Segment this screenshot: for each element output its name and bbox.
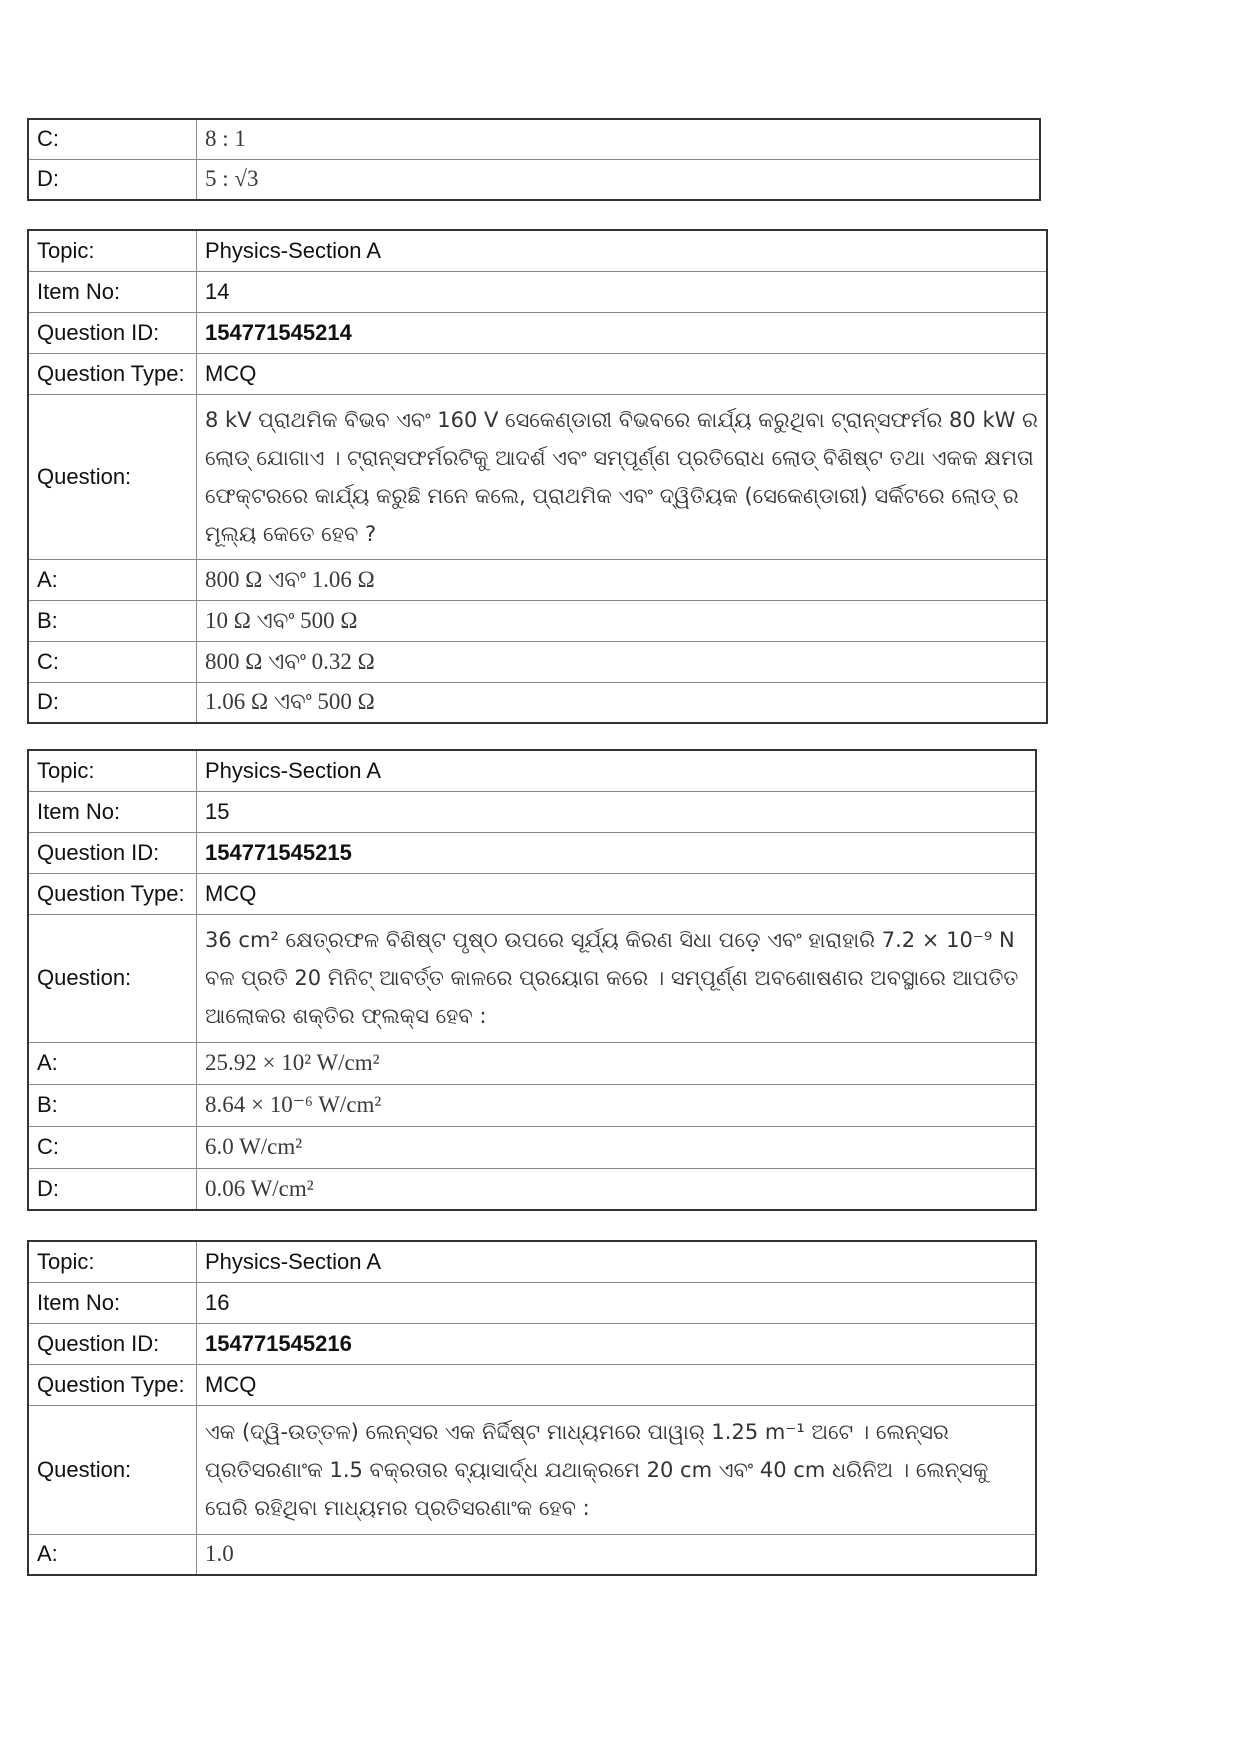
topic-row [28,230,1047,271]
question-text: 36 cm² କ୍ଷେତ୍ରଫଳ ବିଶିଷ୍ଟ ପୃଷ୍ଠ ଉପରେ ସୂର୍ଯ୍ୟ କିରଣ ସିଧା ପଡ଼େ ଏବଂ ହାରାହାରି 7.2 × 10⁻⁹ N ବଳ ପ୍ରତି 20 ମିନିଟ୍ ଆବର୍ତ୍ତ କାଳରେ ପ୍ରୟୋଗ କରେ । ସମ୍ପୂର୍ଣ୍ଣ ଅବଶୋଷଣର ଅବସ୍ଥାରେ ଆପତିତ ଆଲୋକର ଶକ୍ତିର ଫ୍ଲକ୍ସ ହେବ : [197,914,1037,1042]
item-no-label: Item No: [28,1282,197,1323]
topic-label: Topic: [28,750,197,791]
option-a-label: A: [28,1534,197,1575]
option-row-b [28,600,1047,641]
option-d-label: D: [28,682,197,723]
question-text: 8 kV ପ୍ରାଥମିକ ବିଭବ ଏବଂ 160 V ସେକେଣ୍ଡାରୀ ବିଭବରେ କାର୍ଯ୍ୟ କରୁଥିବା ଟ୍ରାନ୍ସଫର୍ମର 80 kW ର ଲୋଡ୍ ଯୋଗାଏ । ଟ୍ରାନ୍ସଫର୍ମରଟିକୁ ଆଦର୍ଶ ଏବଂ ସମ୍ପୂର୍ଣ୍ଣ ପ୍ରତିରୋଧ ଲୋଡ୍ ବିଶିଷ୍ଟ ତଥା ଏକକ କ୍ଷମତା ଫେକ୍ଟରରେ କାର୍ଯ୍ୟ କରୁଛି ମନେ କଲେ, ପ୍ରାଥମିକ ଏବଂ ଦ୍ୱିତିୟକ (ସେକେଣ୍ଡାରୀ) ସର୍କିଟରେ ଲୋଡ୍ ର ମୂଲ୍ୟ କେତେ ହେବ ? [197,394,1048,559]
question-16-table [27,1240,1037,1576]
option-c-value: 800 Ω ଏବଂ 0.32 Ω [197,641,1048,682]
item-no-row [28,1282,1036,1323]
topic-value: Physics-Section A [197,750,1037,791]
option-a-label: A: [28,559,197,600]
question-id-value: 154771545215 [197,832,1037,873]
item-no-row [28,791,1036,832]
question-id-label: Question ID: [28,1323,197,1364]
topic-row [28,750,1036,791]
question-type-row [28,1364,1036,1405]
item-no-label: Item No: [28,791,197,832]
question-id-value: 154771545214 [197,312,1048,353]
option-row-d [28,159,1040,200]
question-id-value: 154771545216 [197,1323,1037,1364]
option-a-value: 25.92 × 10² W/cm² [197,1042,1037,1084]
option-a-label: A: [28,1042,197,1084]
option-row-d [28,682,1047,723]
option-d-value: 5 : √3 [197,159,1041,200]
option-c-value: 8 : 1 [197,119,1041,159]
option-a-value: 800 Ω ଏବଂ 1.06 Ω [197,559,1048,600]
question-id-label: Question ID: [28,312,197,353]
topic-value: Physics-Section A [197,230,1048,271]
question-14-table [27,229,1048,724]
option-d-value: 0.06 W/cm² [197,1168,1037,1210]
option-d-value: 1.06 Ω ଏବଂ 500 Ω [197,682,1048,723]
option-d-label: D: [28,159,197,200]
question-id-row [28,832,1036,873]
item-no-value: 14 [197,271,1048,312]
option-row-c [28,1126,1036,1168]
question-15-table [27,749,1037,1211]
question-type-row [28,353,1047,394]
prev-options-table [27,118,1041,201]
question-row [28,394,1047,559]
question-type-label: Question Type: [28,873,197,914]
question-type-value: MCQ [197,353,1048,394]
topic-label: Topic: [28,1241,197,1282]
question-type-label: Question Type: [28,1364,197,1405]
option-row-c [28,641,1047,682]
question-id-row [28,1323,1036,1364]
question-type-label: Question Type: [28,353,197,394]
question-label: Question: [28,1405,197,1534]
question-type-value: MCQ [197,1364,1037,1405]
option-b-label: B: [28,1084,197,1126]
item-no-value: 15 [197,791,1037,832]
topic-value: Physics-Section A [197,1241,1037,1282]
topic-row [28,1241,1036,1282]
option-d-label: D: [28,1168,197,1210]
option-b-label: B: [28,600,197,641]
option-row-a [28,1534,1036,1575]
question-id-row [28,312,1047,353]
question-id-label: Question ID: [28,832,197,873]
topic-label: Topic: [28,230,197,271]
option-row-a [28,1042,1036,1084]
question-type-row [28,873,1036,914]
item-no-row [28,271,1047,312]
item-no-label: Item No: [28,271,197,312]
question-row [28,914,1036,1042]
option-row-a [28,559,1047,600]
option-c-value: 6.0 W/cm² [197,1126,1037,1168]
item-no-value: 16 [197,1282,1037,1323]
option-b-value: 10 Ω ଏବଂ 500 Ω [197,600,1048,641]
question-row [28,1405,1036,1534]
option-c-label: C: [28,1126,197,1168]
question-label: Question: [28,394,197,559]
option-row-c [28,119,1040,159]
option-c-label: C: [28,641,197,682]
option-row-b [28,1084,1036,1126]
option-b-value: 8.64 × 10⁻⁶ W/cm² [197,1084,1037,1126]
question-label: Question: [28,914,197,1042]
option-a-value: 1.0 [197,1534,1037,1575]
option-row-d [28,1168,1036,1210]
question-type-value: MCQ [197,873,1037,914]
option-c-label: C: [28,119,197,159]
question-text: ଏକ (ଦ୍ୱି-ଉତ୍ତଳ) ଲେନ୍ସର ଏକ ନିର୍ଦ୍ଦିଷ୍ଟ ମାଧ୍ୟମରେ ପାୱାର୍ 1.25 m⁻¹ ଅଟେ । ଲେନ୍ସର ପ୍ରତିସରଣାଂକ 1.5 ବକ୍ରତାର ବ୍ୟାସାର୍ଦ୍ଧ ଯଥାକ୍ରମେ 20 cm ଏବଂ 40 cm ଧରିନିଅ । ଲେନ୍ସକୁ ଘେରି ରହିଥିବା ମାଧ୍ୟମର ପ୍ରତିସରଣାଂକ ହେବ : [197,1405,1037,1534]
